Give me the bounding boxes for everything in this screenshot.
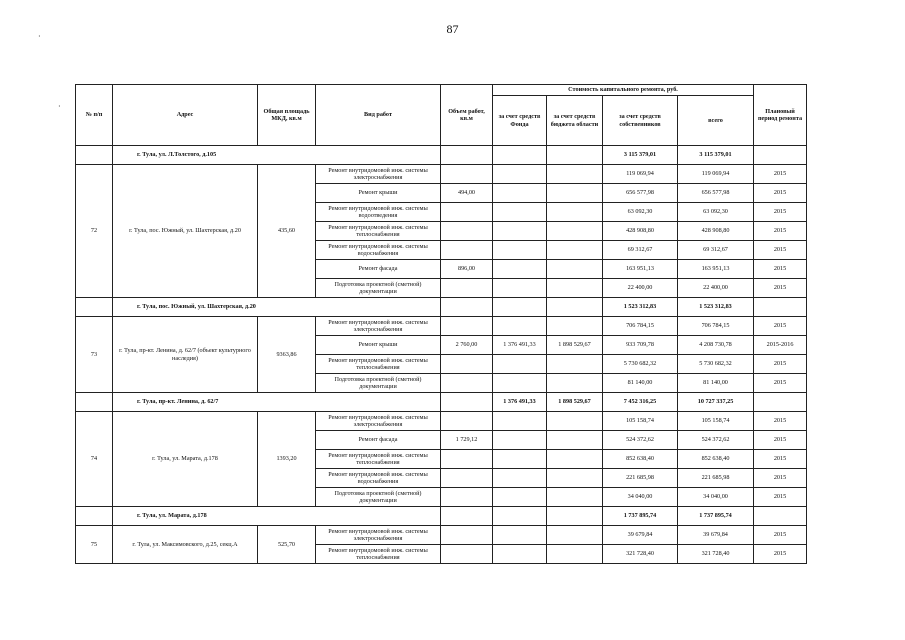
period-cell: 2015 xyxy=(754,260,807,279)
budget-cell xyxy=(547,279,603,298)
total-cell: 221 685,98 xyxy=(678,469,754,488)
work-type-cell: Ремонт фасада xyxy=(316,260,441,279)
period-cell: 2015 xyxy=(754,317,807,336)
budget-cell xyxy=(547,222,603,241)
work-type-cell: Ремонт фасада xyxy=(316,431,441,450)
volume-cell xyxy=(441,165,493,184)
area-cell: 525,70 xyxy=(258,526,316,564)
total-cell: 524 372,62 xyxy=(678,431,754,450)
summary-fund: 1 376 491,33 xyxy=(493,393,547,412)
summary-row xyxy=(76,393,807,412)
summary-volume-cell xyxy=(441,393,493,412)
summary-owners: 7 452 316,25 xyxy=(603,393,678,412)
total-cell: 63 092,30 xyxy=(678,203,754,222)
budget-cell xyxy=(547,355,603,374)
header-total: всего xyxy=(678,96,754,146)
table-row xyxy=(76,317,807,336)
volume-cell xyxy=(441,203,493,222)
summary-num-cell xyxy=(76,393,113,412)
summary-address: г. Тула, ул. Марата, д.178 xyxy=(113,507,441,526)
summary-num-cell xyxy=(76,507,113,526)
work-type-cell: Ремонт внутридомовой инж. системы теплоснабжения xyxy=(316,222,441,241)
total-cell: 4 208 730,78 xyxy=(678,336,754,355)
work-type-cell: Ремонт внутридомовой инж. системы водоснабжения xyxy=(316,241,441,260)
volume-cell: 1 729,12 xyxy=(441,431,493,450)
header-volume: Объем работ, кв.м xyxy=(441,85,493,146)
header-fund: за счет средств Фонда xyxy=(493,96,547,146)
total-cell: 852 638,40 xyxy=(678,450,754,469)
summary-budget xyxy=(547,146,603,165)
header-work-type: Вид работ xyxy=(316,85,441,146)
address-cell: г. Тула, пр-кт. Ленина, д. 62/7 (объект культурного наследия) xyxy=(113,317,258,393)
summary-num-cell xyxy=(76,146,113,165)
total-cell: 5 730 682,32 xyxy=(678,355,754,374)
header-area: Общая площадь МКД, кв.м xyxy=(258,85,316,146)
fund-cell xyxy=(493,241,547,260)
fund-cell xyxy=(493,279,547,298)
volume-cell xyxy=(441,469,493,488)
table-row xyxy=(76,165,807,184)
owners-cell: 656 577,98 xyxy=(603,184,678,203)
budget-cell xyxy=(547,412,603,431)
fund-cell xyxy=(493,412,547,431)
volume-cell xyxy=(441,488,493,507)
scan-speck: · xyxy=(38,32,41,41)
summary-period-cell xyxy=(754,146,807,165)
row-number: 74 xyxy=(76,412,113,507)
address-cell: г. Тула, ул. Марата, д.178 xyxy=(113,412,258,507)
work-type-cell: Ремонт внутридомовой инж. системы электроснабжения xyxy=(316,412,441,431)
summary-address: г. Тула, пос. Южный, ул. Шахтерская, д.20 xyxy=(113,298,441,317)
period-cell: 2015 xyxy=(754,355,807,374)
total-cell: 163 951,13 xyxy=(678,260,754,279)
row-number: 72 xyxy=(76,165,113,298)
area-cell: 9363,86 xyxy=(258,317,316,393)
period-cell: 2015 xyxy=(754,526,807,545)
summary-fund xyxy=(493,507,547,526)
total-cell: 656 577,98 xyxy=(678,184,754,203)
volume-cell xyxy=(441,450,493,469)
owners-cell: 163 951,13 xyxy=(603,260,678,279)
summary-period-cell xyxy=(754,298,807,317)
volume-cell: 494,00 xyxy=(441,184,493,203)
owners-cell: 5 730 682,32 xyxy=(603,355,678,374)
header-address: Адрес xyxy=(113,85,258,146)
period-cell: 2015 xyxy=(754,412,807,431)
volume-cell xyxy=(441,222,493,241)
summary-fund xyxy=(493,146,547,165)
period-cell: 2015-2016 xyxy=(754,336,807,355)
fund-cell xyxy=(493,222,547,241)
table-body xyxy=(76,146,807,564)
volume-cell xyxy=(441,317,493,336)
period-cell: 2015 xyxy=(754,165,807,184)
period-cell: 2015 xyxy=(754,450,807,469)
owners-cell: 933 709,78 xyxy=(603,336,678,355)
repair-plan-table xyxy=(75,84,807,564)
owners-cell: 105 158,74 xyxy=(603,412,678,431)
fund-cell xyxy=(493,526,547,545)
total-cell: 428 908,80 xyxy=(678,222,754,241)
budget-cell xyxy=(547,488,603,507)
repair-plan-table-container xyxy=(75,84,806,564)
address-cell: г. Тула, ул. Максимовского, д.25, секц.А xyxy=(113,526,258,564)
budget-cell xyxy=(547,241,603,260)
summary-row xyxy=(76,298,807,317)
fund-cell xyxy=(493,488,547,507)
table-row xyxy=(76,526,807,545)
budget-cell xyxy=(547,450,603,469)
header-cost-group: Стоимость капитального ремонта, руб. xyxy=(493,85,754,96)
header-period: Плановый период ремонта xyxy=(754,85,807,146)
budget-cell xyxy=(547,431,603,450)
work-type-cell: Ремонт внутридомовой инж. системы водоснабжения xyxy=(316,469,441,488)
owners-cell: 221 685,98 xyxy=(603,469,678,488)
volume-cell xyxy=(441,545,493,564)
work-type-cell: Ремонт внутридомовой инж. системы теплоснабжения xyxy=(316,355,441,374)
fund-cell xyxy=(493,355,547,374)
summary-budget xyxy=(547,298,603,317)
volume-cell: 2 760,00 xyxy=(441,336,493,355)
summary-total: 1 737 895,74 xyxy=(678,507,754,526)
work-type-cell: Ремонт внутридомовой инж. системы теплоснабжения xyxy=(316,545,441,564)
header-owners: за счет средств собственников xyxy=(603,96,678,146)
summary-fund xyxy=(493,298,547,317)
owners-cell: 69 312,67 xyxy=(603,241,678,260)
period-cell: 2015 xyxy=(754,469,807,488)
page-number: 87 xyxy=(446,22,459,36)
volume-cell xyxy=(441,412,493,431)
total-cell: 39 679,84 xyxy=(678,526,754,545)
summary-address: г. Тула, ул. Л.Толстого, д.105 xyxy=(113,146,441,165)
volume-cell: 896,00 xyxy=(441,260,493,279)
table-row xyxy=(76,412,807,431)
fund-cell xyxy=(493,431,547,450)
summary-volume-cell xyxy=(441,507,493,526)
owners-cell: 706 784,15 xyxy=(603,317,678,336)
work-type-cell: Ремонт внутридомовой инж. системы электроснабжения xyxy=(316,317,441,336)
total-cell: 69 312,67 xyxy=(678,241,754,260)
owners-cell: 39 679,84 xyxy=(603,526,678,545)
budget-cell xyxy=(547,526,603,545)
owners-cell: 428 908,80 xyxy=(603,222,678,241)
volume-cell xyxy=(441,279,493,298)
budget-cell xyxy=(547,545,603,564)
work-type-cell: Подготовка проектной (сметной) документации xyxy=(316,374,441,393)
fund-cell xyxy=(493,317,547,336)
period-cell: 2015 xyxy=(754,488,807,507)
owners-cell: 321 728,40 xyxy=(603,545,678,564)
volume-cell xyxy=(441,241,493,260)
row-number: 73 xyxy=(76,317,113,393)
summary-owners: 1 523 312,83 xyxy=(603,298,678,317)
period-cell: 2015 xyxy=(754,279,807,298)
budget-cell: 1 898 529,67 xyxy=(547,336,603,355)
total-cell: 34 040,00 xyxy=(678,488,754,507)
fund-cell xyxy=(493,165,547,184)
volume-cell xyxy=(441,526,493,545)
work-type-cell: Ремонт внутридомовой инж. системы водоотведения xyxy=(316,203,441,222)
fund-cell xyxy=(493,469,547,488)
volume-cell xyxy=(441,355,493,374)
summary-budget xyxy=(547,507,603,526)
budget-cell xyxy=(547,374,603,393)
total-cell: 706 784,15 xyxy=(678,317,754,336)
period-cell: 2015 xyxy=(754,222,807,241)
summary-address: г. Тула, пр-кт. Ленина, д. 62/7 xyxy=(113,393,441,412)
owners-cell: 63 092,30 xyxy=(603,203,678,222)
summary-owners: 1 737 895,74 xyxy=(603,507,678,526)
owners-cell: 852 638,40 xyxy=(603,450,678,469)
fund-cell xyxy=(493,184,547,203)
summary-row xyxy=(76,146,807,165)
owners-cell: 119 069,94 xyxy=(603,165,678,184)
period-cell: 2015 xyxy=(754,374,807,393)
summary-period-cell xyxy=(754,507,807,526)
header-budget: за счет средств бюджета области xyxy=(547,96,603,146)
summary-row xyxy=(76,507,807,526)
row-number: 75 xyxy=(76,526,113,564)
header-num: № п/п xyxy=(76,85,113,146)
work-type-cell: Ремонт внутридомовой инж. системы электроснабжения xyxy=(316,165,441,184)
summary-volume-cell xyxy=(441,298,493,317)
address-cell: г. Тула, пос. Южный, ул. Шахтерская, д.20 xyxy=(113,165,258,298)
work-type-cell: Ремонт крыши xyxy=(316,184,441,203)
budget-cell xyxy=(547,260,603,279)
summary-period-cell xyxy=(754,393,807,412)
total-cell: 22 400,00 xyxy=(678,279,754,298)
total-cell: 81 140,00 xyxy=(678,374,754,393)
owners-cell: 22 400,00 xyxy=(603,279,678,298)
summary-owners: 3 115 379,01 xyxy=(603,146,678,165)
fund-cell xyxy=(493,203,547,222)
period-cell: 2015 xyxy=(754,431,807,450)
period-cell: 2015 xyxy=(754,241,807,260)
period-cell: 2015 xyxy=(754,545,807,564)
summary-total: 10 727 337,25 xyxy=(678,393,754,412)
fund-cell xyxy=(493,545,547,564)
work-type-cell: Подготовка проектной (сметной) документации xyxy=(316,488,441,507)
budget-cell xyxy=(547,317,603,336)
summary-total: 3 115 379,01 xyxy=(678,146,754,165)
summary-num-cell xyxy=(76,298,113,317)
total-cell: 119 069,94 xyxy=(678,165,754,184)
owners-cell: 34 040,00 xyxy=(603,488,678,507)
period-cell: 2015 xyxy=(754,203,807,222)
fund-cell: 1 376 491,33 xyxy=(493,336,547,355)
work-type-cell: Ремонт внутридомовой инж. системы электроснабжения xyxy=(316,526,441,545)
summary-total: 1 523 312,83 xyxy=(678,298,754,317)
budget-cell xyxy=(547,184,603,203)
summary-budget: 1 898 529,67 xyxy=(547,393,603,412)
owners-cell: 81 140,00 xyxy=(603,374,678,393)
scan-speck: · xyxy=(58,102,61,111)
budget-cell xyxy=(547,469,603,488)
summary-volume-cell xyxy=(441,146,493,165)
total-cell: 321 728,40 xyxy=(678,545,754,564)
area-cell: 435,60 xyxy=(258,165,316,298)
work-type-cell: Ремонт крыши xyxy=(316,336,441,355)
period-cell: 2015 xyxy=(754,184,807,203)
work-type-cell: Ремонт внутридомовой инж. системы теплоснабжения xyxy=(316,450,441,469)
fund-cell xyxy=(493,260,547,279)
work-type-cell: Подготовка проектной (сметной) документации xyxy=(316,279,441,298)
fund-cell xyxy=(493,450,547,469)
total-cell: 105 158,74 xyxy=(678,412,754,431)
fund-cell xyxy=(493,374,547,393)
owners-cell: 524 372,62 xyxy=(603,431,678,450)
budget-cell xyxy=(547,165,603,184)
budget-cell xyxy=(547,203,603,222)
area-cell: 1393,20 xyxy=(258,412,316,507)
volume-cell xyxy=(441,374,493,393)
